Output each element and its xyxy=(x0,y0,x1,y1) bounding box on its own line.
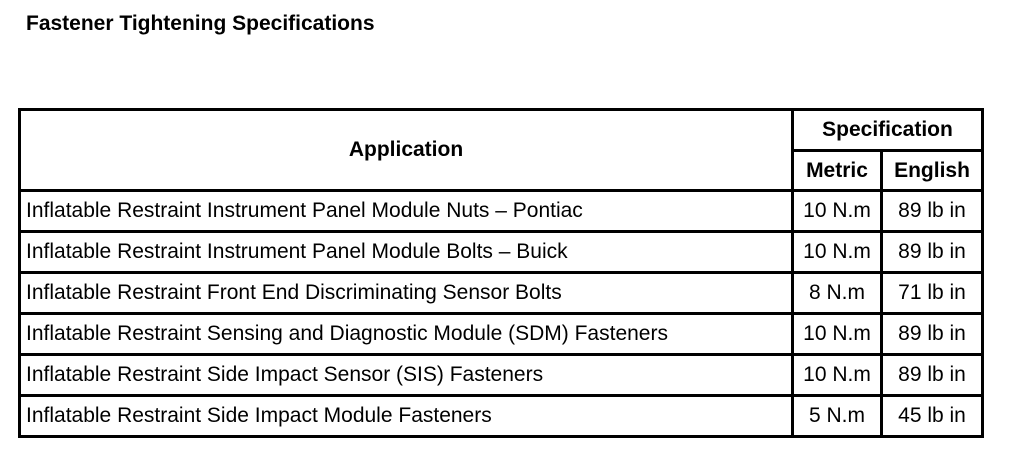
document-title: Fastener Tightening Specifications xyxy=(26,12,375,35)
header-application: Application xyxy=(21,111,794,192)
cell-metric: 10 N.m xyxy=(794,315,883,356)
cell-english: 89 lb in xyxy=(883,233,981,274)
header-english: English xyxy=(883,152,981,192)
cell-application: Inflatable Restraint Sensing and Diagnostic Module (SDM) Fasteners xyxy=(21,315,794,356)
cell-english: 45 lb in xyxy=(898,404,966,427)
fastener-spec-table xyxy=(18,108,984,438)
cell-english: 89 lb in xyxy=(883,356,981,397)
cell-metric: 10 N.m xyxy=(794,192,883,233)
header-metric: Metric xyxy=(794,152,883,192)
table-row xyxy=(21,274,981,315)
cell-application: Inflatable Restraint Side Impact Sensor (SIS) Fasteners xyxy=(21,356,794,397)
table-header-row xyxy=(21,111,981,152)
cell-metric: 10 N.m xyxy=(794,356,883,397)
cell-application: Inflatable Restraint Instrument Panel Module Bolts – Buick xyxy=(21,233,794,274)
table-row xyxy=(21,356,981,397)
table-row xyxy=(21,192,981,233)
table-row xyxy=(21,315,981,356)
cell-metric: 10 N.m xyxy=(794,233,883,274)
table-row xyxy=(21,233,981,274)
cell-english: 89 lb in xyxy=(883,192,981,233)
cell-application: Inflatable Restraint Instrument Panel Module Nuts – Pontiac xyxy=(21,192,794,233)
table-row xyxy=(21,397,981,435)
header-specification: Specification xyxy=(794,111,981,152)
cell-english: 89 lb in xyxy=(883,315,981,356)
cell-metric: 8 N.m xyxy=(794,274,883,315)
cell-english: 71 lb in xyxy=(883,274,981,315)
cell-application: Inflatable Restraint Front End Discriminating Sensor Bolts xyxy=(21,274,794,315)
cell-metric: 5 N.m xyxy=(794,397,883,435)
cell-application: Inflatable Restraint Side Impact Module Fasteners xyxy=(21,397,794,435)
